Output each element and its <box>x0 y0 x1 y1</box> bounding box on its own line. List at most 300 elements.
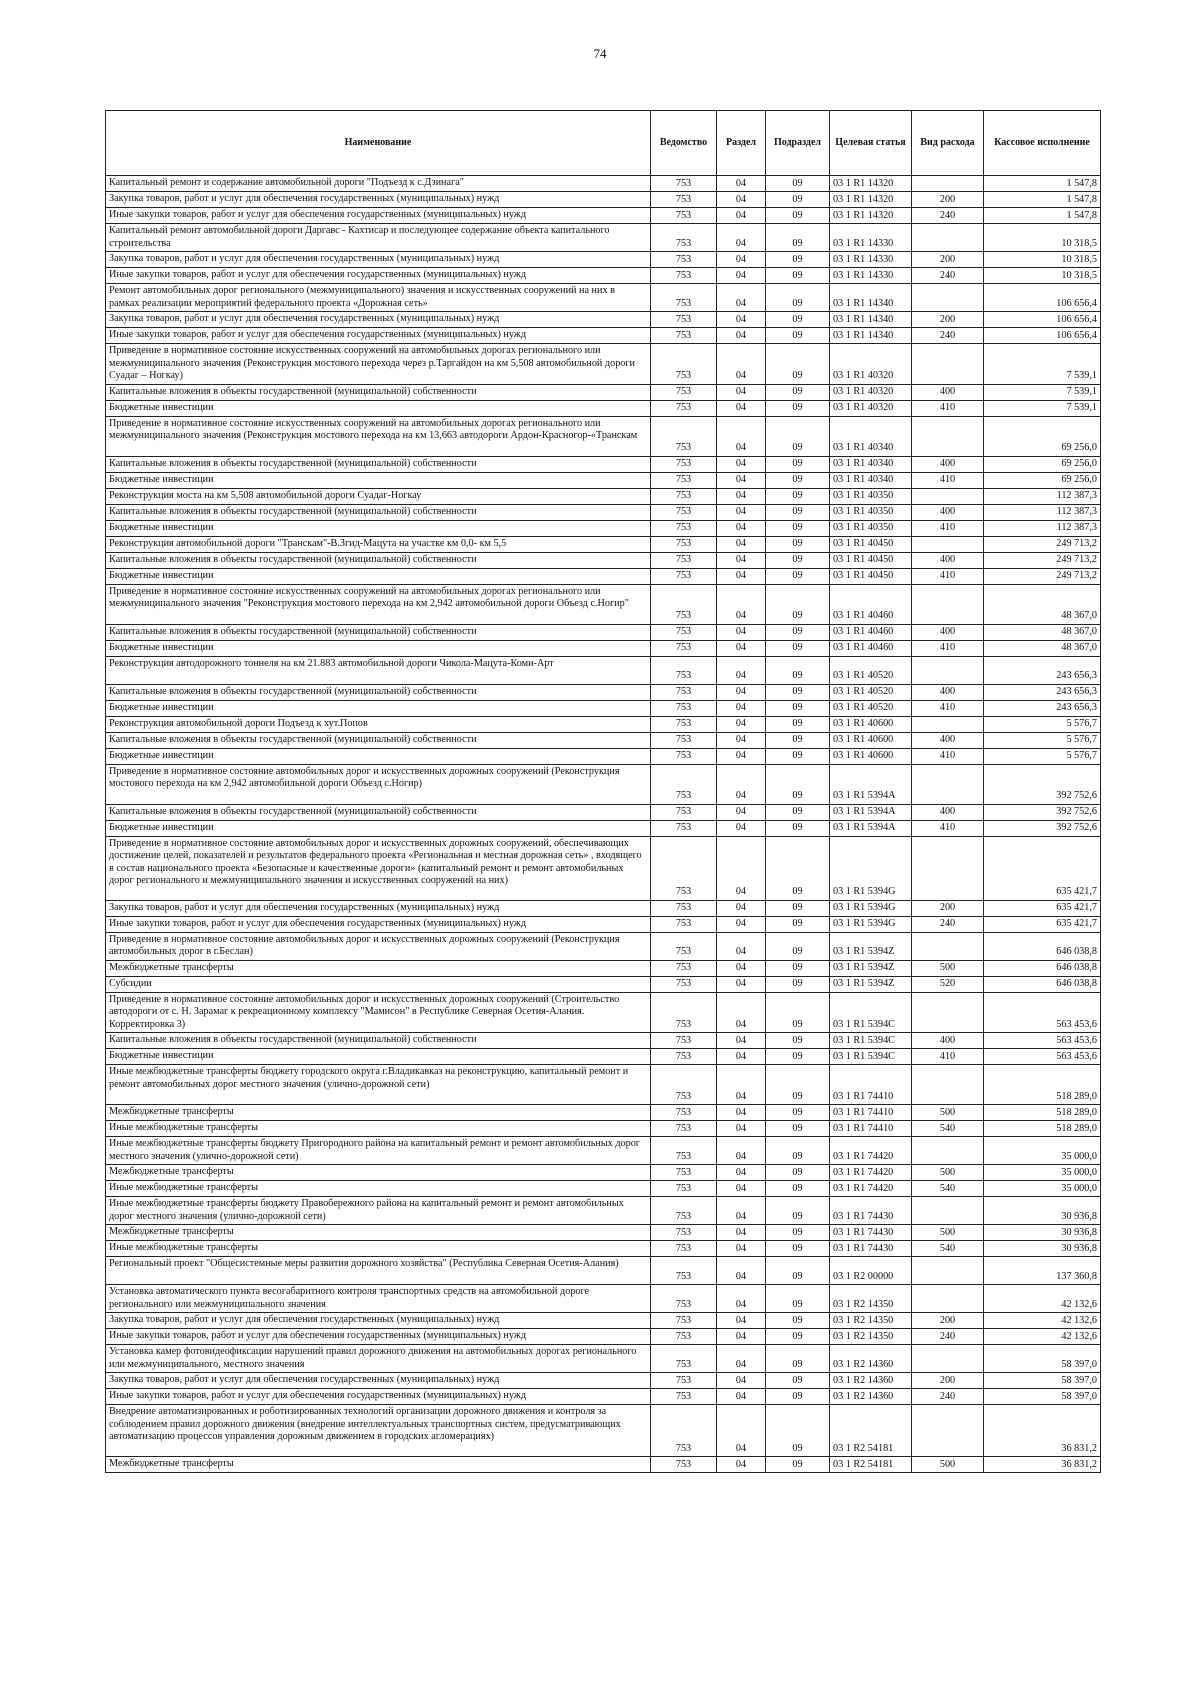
cell-target-article: 03 1 R1 74410 <box>830 1121 912 1137</box>
cell-expense-type: 200 <box>912 252 984 268</box>
cell-department: 753 <box>651 400 717 416</box>
cell-section: 04 <box>717 916 766 932</box>
cell-subsection: 09 <box>766 748 830 764</box>
cell-cash-execution: 646 038,8 <box>984 976 1101 992</box>
cell-section: 04 <box>717 344 766 385</box>
cell-expense-type: 400 <box>912 624 984 640</box>
cell-name: Закупка товаров, работ и услуг для обеспечения государственных (муниципальных) нужд <box>106 312 651 328</box>
cell-expense-type <box>912 1065 984 1105</box>
table-header <box>106 111 1101 176</box>
cell-section: 04 <box>717 764 766 804</box>
cell-subsection: 09 <box>766 836 830 900</box>
cell-name: Капитальные вложения в объекты государственной (муниципальной) собственности <box>106 504 651 520</box>
cell-target-article: 03 1 R1 74420 <box>830 1137 912 1165</box>
cell-name: Ремонт автомобильных дорог регионального (межмуниципального) значения и искусственных сооружений на них в рамках реализации мероприятий федерального проекта «Дорожная сеть» <box>106 284 651 312</box>
cell-cash-execution: 58 397,0 <box>984 1389 1101 1405</box>
cell-cash-execution: 30 936,8 <box>984 1241 1101 1257</box>
cell-section: 04 <box>717 684 766 700</box>
cell-cash-execution: 69 256,0 <box>984 456 1101 472</box>
cell-name: Иные закупки товаров, работ и услуг для обеспечения государственных (муниципальных) нужд <box>106 328 651 344</box>
cell-name: Бюджетные инвестиции <box>106 1049 651 1065</box>
cell-section: 04 <box>717 748 766 764</box>
cell-section: 04 <box>717 1225 766 1241</box>
header-section: Раздел <box>717 111 766 176</box>
cell-name: Приведение в нормативное состояние автомобильных дорог и искусственных дорожных сооружений, обеспечивающих достижение целей, показателей и результатов федерального проекта «Региональная и местная дорожная сеть» , входящего в состав национального проекта «Безопасные и качественные дороги» (капитальный ремонт и ремонт автомобильных дорог регионального и межмуниципального значения и искусственных сооружений на них) <box>106 836 651 900</box>
cell-section: 04 <box>717 992 766 1033</box>
cell-department: 753 <box>651 1373 717 1389</box>
header-cash-execution: Кассовое исполнение <box>984 111 1101 176</box>
cell-expense-type: 400 <box>912 804 984 820</box>
cell-subsection: 09 <box>766 252 830 268</box>
cell-subsection: 09 <box>766 640 830 656</box>
cell-cash-execution: 42 132,6 <box>984 1285 1101 1313</box>
cell-expense-type: 500 <box>912 960 984 976</box>
table-row <box>106 748 1101 764</box>
cell-department: 753 <box>651 1389 717 1405</box>
cell-department: 753 <box>651 224 717 252</box>
table-row <box>106 916 1101 932</box>
cell-cash-execution: 7 539,1 <box>984 344 1101 385</box>
cell-subsection: 09 <box>766 192 830 208</box>
cell-target-article: 03 1 R1 40340 <box>830 472 912 488</box>
cell-expense-type: 240 <box>912 208 984 224</box>
cell-section: 04 <box>717 1241 766 1257</box>
cell-cash-execution: 30 936,8 <box>984 1225 1101 1241</box>
cell-cash-execution: 10 318,5 <box>984 252 1101 268</box>
cell-expense-type: 200 <box>912 900 984 916</box>
cell-section: 04 <box>717 328 766 344</box>
cell-target-article: 03 1 R1 14330 <box>830 252 912 268</box>
cell-section: 04 <box>717 176 766 192</box>
table-row <box>106 1457 1101 1473</box>
cell-expense-type: 540 <box>912 1241 984 1257</box>
table-row <box>106 992 1101 1033</box>
cell-expense-type <box>912 716 984 732</box>
cell-name: Иные межбюджетные трансферты <box>106 1181 651 1197</box>
cell-department: 753 <box>651 284 717 312</box>
table-row <box>106 584 1101 624</box>
cell-department: 753 <box>651 1313 717 1329</box>
cell-name: Бюджетные инвестиции <box>106 640 651 656</box>
cell-expense-type: 410 <box>912 472 984 488</box>
cell-department: 753 <box>651 456 717 472</box>
cell-section: 04 <box>717 584 766 624</box>
cell-subsection: 09 <box>766 916 830 932</box>
table-row <box>106 1049 1101 1065</box>
cell-expense-type <box>912 1137 984 1165</box>
cell-target-article: 03 1 R1 74420 <box>830 1181 912 1197</box>
cell-department: 753 <box>651 584 717 624</box>
cell-department: 753 <box>651 836 717 900</box>
cell-target-article: 03 1 R1 5394A <box>830 764 912 804</box>
table-row <box>106 456 1101 472</box>
cell-name: Реконструкция автомобильной дороги "Транскам"-В.Згид-Мацута на участке км 0,0- км 5,5 <box>106 536 651 552</box>
cell-name: Приведение в нормативное состояние искусственных сооружений на автомобильных дорогах регионального или межмуниципального значения (Реконструкция мостового перехода на км 13,663 автодороги Ардон-Красногор-«Транскам <box>106 416 651 456</box>
cell-subsection: 09 <box>766 1181 830 1197</box>
cell-section: 04 <box>717 624 766 640</box>
table-row <box>106 520 1101 536</box>
cell-section: 04 <box>717 472 766 488</box>
header-subsection: Подраздел <box>766 111 830 176</box>
cell-name: Межбюджетные трансферты <box>106 1225 651 1241</box>
cell-department: 753 <box>651 820 717 836</box>
cell-expense-type <box>912 1257 984 1285</box>
cell-expense-type: 400 <box>912 1033 984 1049</box>
cell-cash-execution: 249 713,2 <box>984 568 1101 584</box>
cell-subsection: 09 <box>766 1405 830 1457</box>
cell-name: Закупка товаров, работ и услуг для обеспечения государственных (муниципальных) нужд <box>106 900 651 916</box>
cell-cash-execution: 112 387,3 <box>984 520 1101 536</box>
cell-expense-type <box>912 584 984 624</box>
cell-section: 04 <box>717 224 766 252</box>
cell-subsection: 09 <box>766 716 830 732</box>
cell-department: 753 <box>651 900 717 916</box>
cell-name: Приведение в нормативное состояние искусственных сооружений на автомобильных дорогах регионального или межмуниципального значения "Реконструкция мостового перехода на км 2,942 автомобильной дороги Объезд с.Ногир" <box>106 584 651 624</box>
cell-name: Капитальные вложения в объекты государственной (муниципальной) собственности <box>106 1033 651 1049</box>
cell-department: 753 <box>651 176 717 192</box>
cell-department: 753 <box>651 804 717 820</box>
cell-section: 04 <box>717 1121 766 1137</box>
cell-expense-type: 200 <box>912 1313 984 1329</box>
cell-name: Приведение в нормативное состояние автомобильных дорог и искусственных дорожных сооружений (Реконструкция автомобильных дорог в г.Беслан) <box>106 932 651 960</box>
cell-cash-execution: 563 453,6 <box>984 1033 1101 1049</box>
cell-target-article: 03 1 R1 74430 <box>830 1225 912 1241</box>
cell-department: 753 <box>651 504 717 520</box>
cell-target-article: 03 1 R1 5394G <box>830 836 912 900</box>
cell-target-article: 03 1 R1 40340 <box>830 456 912 472</box>
cell-cash-execution: 48 367,0 <box>984 624 1101 640</box>
cell-cash-execution: 1 547,8 <box>984 176 1101 192</box>
table-row <box>106 700 1101 716</box>
cell-subsection: 09 <box>766 1121 830 1137</box>
cell-subsection: 09 <box>766 960 830 976</box>
cell-target-article: 03 1 R1 14340 <box>830 284 912 312</box>
cell-name: Иные закупки товаров, работ и услуг для обеспечения государственных (муниципальных) нужд <box>106 916 651 932</box>
table-row <box>106 504 1101 520</box>
cell-expense-type: 400 <box>912 384 984 400</box>
cell-expense-type: 400 <box>912 732 984 748</box>
cell-cash-execution: 106 656,4 <box>984 284 1101 312</box>
cell-section: 04 <box>717 416 766 456</box>
cell-subsection: 09 <box>766 804 830 820</box>
cell-name: Иные межбюджетные трансферты бюджету Пригородного района на капитальный ремонт и ремонт автомобильных дорог местного значения (улично-дорожной сети) <box>106 1137 651 1165</box>
cell-subsection: 09 <box>766 932 830 960</box>
cell-name: Иные закупки товаров, работ и услуг для обеспечения государственных (муниципальных) нужд <box>106 1389 651 1405</box>
table-row <box>106 416 1101 456</box>
table-row <box>106 384 1101 400</box>
table-row <box>106 1285 1101 1313</box>
cell-cash-execution: 249 713,2 <box>984 552 1101 568</box>
cell-cash-execution: 243 656,3 <box>984 684 1101 700</box>
cell-cash-execution: 112 387,3 <box>984 504 1101 520</box>
cell-name: Реконструкция автодорожного тоннеля на км 21.883 автомобильной дороги Чикола-Мацута-Коми-Арт <box>106 656 651 684</box>
cell-name: Межбюджетные трансферты <box>106 960 651 976</box>
table-row <box>106 1313 1101 1329</box>
table-row <box>106 684 1101 700</box>
cell-target-article: 03 1 R1 40450 <box>830 568 912 584</box>
table-body <box>106 176 1101 1473</box>
cell-department: 753 <box>651 208 717 224</box>
cell-cash-execution: 58 397,0 <box>984 1345 1101 1373</box>
cell-expense-type <box>912 764 984 804</box>
cell-name: Капитальные вложения в объекты государственной (муниципальной) собственности <box>106 684 651 700</box>
cell-section: 04 <box>717 1345 766 1373</box>
table-row <box>106 1165 1101 1181</box>
cell-name: Капитальные вложения в объекты государственной (муниципальной) собственности <box>106 624 651 640</box>
cell-cash-execution: 1 547,8 <box>984 208 1101 224</box>
cell-subsection: 09 <box>766 472 830 488</box>
cell-name: Капитальные вложения в объекты государственной (муниципальной) собственности <box>106 732 651 748</box>
cell-section: 04 <box>717 732 766 748</box>
cell-cash-execution: 243 656,3 <box>984 700 1101 716</box>
cell-target-article: 03 1 R1 40450 <box>830 552 912 568</box>
cell-section: 04 <box>717 1257 766 1285</box>
cell-cash-execution: 10 318,5 <box>984 268 1101 284</box>
cell-target-article: 03 1 R1 14320 <box>830 176 912 192</box>
cell-section: 04 <box>717 504 766 520</box>
table-row <box>106 344 1101 385</box>
cell-section: 04 <box>717 536 766 552</box>
cell-department: 753 <box>651 1405 717 1457</box>
cell-department: 753 <box>651 916 717 932</box>
table-row <box>106 1197 1101 1225</box>
header-name: Наименование <box>106 111 651 176</box>
cell-subsection: 09 <box>766 1241 830 1257</box>
table-row <box>106 900 1101 916</box>
cell-target-article: 03 1 R1 14320 <box>830 192 912 208</box>
table-row <box>106 328 1101 344</box>
cell-department: 753 <box>651 416 717 456</box>
cell-target-article: 03 1 R2 54181 <box>830 1457 912 1473</box>
table-row <box>106 568 1101 584</box>
cell-cash-execution: 7 539,1 <box>984 384 1101 400</box>
cell-subsection: 09 <box>766 488 830 504</box>
cell-department: 753 <box>651 700 717 716</box>
cell-department: 753 <box>651 568 717 584</box>
cell-section: 04 <box>717 1033 766 1049</box>
cell-expense-type: 500 <box>912 1165 984 1181</box>
cell-cash-execution: 518 289,0 <box>984 1121 1101 1137</box>
table-row <box>106 716 1101 732</box>
cell-subsection: 09 <box>766 384 830 400</box>
cell-cash-execution: 35 000,0 <box>984 1165 1101 1181</box>
cell-section: 04 <box>717 900 766 916</box>
cell-subsection: 09 <box>766 416 830 456</box>
cell-department: 753 <box>651 1329 717 1345</box>
cell-department: 753 <box>651 520 717 536</box>
cell-section: 04 <box>717 312 766 328</box>
table-row <box>106 1345 1101 1373</box>
cell-target-article: 03 1 R1 40600 <box>830 748 912 764</box>
cell-expense-type: 410 <box>912 748 984 764</box>
cell-cash-execution: 646 038,8 <box>984 960 1101 976</box>
cell-section: 04 <box>717 836 766 900</box>
cell-name: Реконструкция моста на км 5,508 автомобильной дороги Суадаг-Ногкау <box>106 488 651 504</box>
cell-name: Установка автоматического пункта весогабаритного контроля транспортных средств на автомобильной дороге регионального или межмуниципального значения <box>106 1285 651 1313</box>
cell-subsection: 09 <box>766 1313 830 1329</box>
cell-department: 753 <box>651 1121 717 1137</box>
table-row <box>106 932 1101 960</box>
cell-target-article: 03 1 R2 54181 <box>830 1405 912 1457</box>
cell-cash-execution: 249 713,2 <box>984 536 1101 552</box>
budget-execution-table <box>105 110 1101 1473</box>
cell-cash-execution: 112 387,3 <box>984 488 1101 504</box>
cell-target-article: 03 1 R2 14350 <box>830 1313 912 1329</box>
cell-name: Иные закупки товаров, работ и услуг для обеспечения государственных (муниципальных) нужд <box>106 1329 651 1345</box>
table-row <box>106 1389 1101 1405</box>
cell-subsection: 09 <box>766 1137 830 1165</box>
cell-subsection: 09 <box>766 284 830 312</box>
cell-cash-execution: 635 421,7 <box>984 916 1101 932</box>
cell-cash-execution: 42 132,6 <box>984 1313 1101 1329</box>
cell-section: 04 <box>717 804 766 820</box>
cell-subsection: 09 <box>766 976 830 992</box>
cell-subsection: 09 <box>766 344 830 385</box>
cell-section: 04 <box>717 284 766 312</box>
cell-target-article: 03 1 R1 40520 <box>830 700 912 716</box>
cell-expense-type <box>912 488 984 504</box>
cell-expense-type: 410 <box>912 568 984 584</box>
cell-cash-execution: 392 752,6 <box>984 764 1101 804</box>
table-row <box>106 624 1101 640</box>
table-row <box>106 1405 1101 1457</box>
cell-subsection: 09 <box>766 624 830 640</box>
cell-cash-execution: 635 421,7 <box>984 836 1101 900</box>
cell-section: 04 <box>717 400 766 416</box>
cell-department: 753 <box>651 488 717 504</box>
table-row <box>106 268 1101 284</box>
cell-cash-execution: 36 831,2 <box>984 1405 1101 1457</box>
cell-name: Закупка товаров, работ и услуг для обеспечения государственных (муниципальных) нужд <box>106 252 651 268</box>
cell-name: Капитальные вложения в объекты государственной (муниципальной) собственности <box>106 552 651 568</box>
cell-target-article: 03 1 R1 40350 <box>830 488 912 504</box>
cell-expense-type: 400 <box>912 504 984 520</box>
cell-section: 04 <box>717 932 766 960</box>
cell-name: Бюджетные инвестиции <box>106 700 651 716</box>
cell-subsection: 09 <box>766 224 830 252</box>
cell-department: 753 <box>651 536 717 552</box>
cell-target-article: 03 1 R2 14360 <box>830 1389 912 1405</box>
cell-cash-execution: 392 752,6 <box>984 820 1101 836</box>
cell-cash-execution: 7 539,1 <box>984 400 1101 416</box>
cell-department: 753 <box>651 1105 717 1121</box>
cell-department: 753 <box>651 640 717 656</box>
table-row <box>106 1137 1101 1165</box>
cell-subsection: 09 <box>766 1285 830 1313</box>
cell-target-article: 03 1 R1 40600 <box>830 732 912 748</box>
table-row <box>106 192 1101 208</box>
cell-subsection: 09 <box>766 1225 830 1241</box>
cell-department: 753 <box>651 328 717 344</box>
table-row <box>106 1329 1101 1345</box>
cell-expense-type <box>912 284 984 312</box>
cell-department: 753 <box>651 312 717 328</box>
cell-target-article: 03 1 R1 5394C <box>830 1033 912 1049</box>
cell-subsection: 09 <box>766 656 830 684</box>
cell-expense-type: 400 <box>912 456 984 472</box>
cell-cash-execution: 5 576,7 <box>984 748 1101 764</box>
cell-department: 753 <box>651 1457 717 1473</box>
cell-section: 04 <box>717 1457 766 1473</box>
cell-target-article: 03 1 R1 74420 <box>830 1165 912 1181</box>
cell-subsection: 09 <box>766 700 830 716</box>
cell-target-article: 03 1 R1 40520 <box>830 656 912 684</box>
cell-cash-execution: 646 038,8 <box>984 932 1101 960</box>
cell-department: 753 <box>651 344 717 385</box>
cell-department: 753 <box>651 1165 717 1181</box>
cell-department: 753 <box>651 192 717 208</box>
table-row <box>106 820 1101 836</box>
cell-subsection: 09 <box>766 1257 830 1285</box>
cell-department: 753 <box>651 976 717 992</box>
table-row <box>106 400 1101 416</box>
cell-cash-execution: 30 936,8 <box>984 1197 1101 1225</box>
cell-department: 753 <box>651 748 717 764</box>
table-row <box>106 1105 1101 1121</box>
table-row <box>106 640 1101 656</box>
cell-name: Региональный проект "Общесистемные меры развития дорожного хозяйства" (Республика Северная Осетия-Алания) <box>106 1257 651 1285</box>
cell-target-article: 03 1 R1 40320 <box>830 384 912 400</box>
table-row <box>106 252 1101 268</box>
cell-department: 753 <box>651 624 717 640</box>
cell-subsection: 09 <box>766 684 830 700</box>
cell-expense-type <box>912 176 984 192</box>
cell-name: Межбюджетные трансферты <box>106 1457 651 1473</box>
cell-target-article: 03 1 R1 74430 <box>830 1197 912 1225</box>
table-row <box>106 312 1101 328</box>
table-row <box>106 764 1101 804</box>
cell-department: 753 <box>651 732 717 748</box>
cell-department: 753 <box>651 932 717 960</box>
cell-expense-type: 410 <box>912 700 984 716</box>
cell-cash-execution: 69 256,0 <box>984 416 1101 456</box>
cell-department: 753 <box>651 1065 717 1105</box>
cell-subsection: 09 <box>766 536 830 552</box>
cell-cash-execution: 1 547,8 <box>984 192 1101 208</box>
cell-section: 04 <box>717 820 766 836</box>
cell-target-article: 03 1 R1 40350 <box>830 504 912 520</box>
cell-section: 04 <box>717 520 766 536</box>
cell-subsection: 09 <box>766 1197 830 1225</box>
cell-target-article: 03 1 R1 40340 <box>830 416 912 456</box>
cell-cash-execution: 58 397,0 <box>984 1373 1101 1389</box>
cell-target-article: 03 1 R1 5394G <box>830 900 912 916</box>
cell-target-article: 03 1 R1 5394C <box>830 992 912 1033</box>
cell-target-article: 03 1 R1 5394G <box>830 916 912 932</box>
cell-section: 04 <box>717 568 766 584</box>
cell-subsection: 09 <box>766 1389 830 1405</box>
cell-expense-type: 200 <box>912 192 984 208</box>
cell-subsection: 09 <box>766 520 830 536</box>
cell-section: 04 <box>717 552 766 568</box>
cell-department: 753 <box>651 684 717 700</box>
cell-name: Иные межбюджетные трансферты <box>106 1241 651 1257</box>
table-row <box>106 960 1101 976</box>
table-row <box>106 208 1101 224</box>
cell-cash-execution: 35 000,0 <box>984 1137 1101 1165</box>
cell-target-article: 03 1 R1 40320 <box>830 344 912 385</box>
cell-target-article: 03 1 R2 14350 <box>830 1329 912 1345</box>
cell-subsection: 09 <box>766 568 830 584</box>
cell-target-article: 03 1 R1 40520 <box>830 684 912 700</box>
cell-target-article: 03 1 R1 40460 <box>830 640 912 656</box>
cell-expense-type: 200 <box>912 312 984 328</box>
table-row <box>106 1065 1101 1105</box>
cell-section: 04 <box>717 1329 766 1345</box>
cell-target-article: 03 1 R1 40460 <box>830 624 912 640</box>
header-target-article: Целевая статья <box>830 111 912 176</box>
table-row <box>106 536 1101 552</box>
